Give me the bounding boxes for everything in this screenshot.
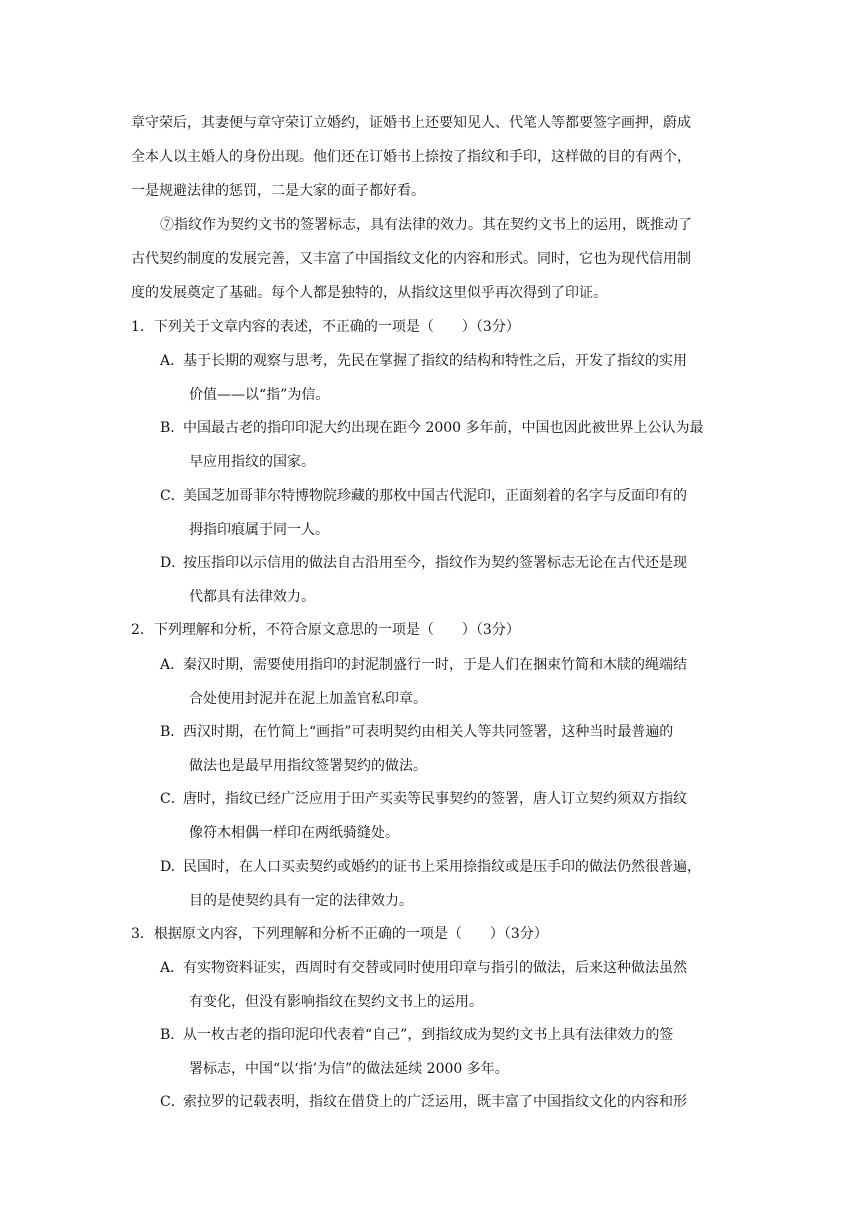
option-line: 按压指印以示信用的做法自古沿用至今，指纹作为契约签署标志无论在古代还是现 [183, 555, 687, 571]
option-line: 署标志，中国“以‘指’为信”的做法延续 2000 多年。 [189, 1061, 509, 1077]
option-label: C． [160, 1094, 185, 1110]
passage-p6-line-1: 章守荣后，其妻便与章守荣订立婚约，证婚书上还要知见人、代笔人等都要签字画押，蔚成 [131, 115, 691, 131]
question-3-stem: 3．根据原文内容，下列理解和分析不正确的一项是（ ）（3分） [131, 926, 548, 942]
option-label: A． [160, 353, 185, 369]
option-line: 价值——以“指”为信。 [189, 387, 330, 403]
option-label: D. [160, 859, 176, 875]
option-label: B. [160, 420, 175, 436]
option-label: B． [160, 724, 185, 740]
option-line: 早应用指纹的国家。 [189, 454, 315, 470]
option-line: 像符木相偶一样印在两纸骑缝处。 [189, 825, 399, 841]
option-label: D． [160, 555, 186, 571]
option-line: 秦汉时期，需要使用指印的封泥制盛行一时，于是人们在捆束竹简和木牍的绳端结 [183, 657, 687, 673]
option-line: 唐时，指纹已经广泛应用于田产买卖等民事契约的签署，唐人订立契约须双方指纹 [183, 791, 687, 807]
option-line: 美国芝加哥菲尔特博物院珍藏的那枚中国古代泥印，正面刻着的名字与反面印有的 [183, 488, 687, 504]
option-line: 代都具有法律效力。 [189, 589, 315, 605]
option-line: 民国时，在人口买卖契约或婚约的证书上采用捺指纹或是压手印的做法仍然很普遍， [183, 859, 701, 875]
option-label: C． [160, 791, 185, 807]
option-label: A． [160, 657, 185, 673]
option-label: C． [160, 488, 185, 504]
passage-p6-line-3: 一是规避法律的惩罚，二是大家的面子都好看。 [131, 183, 425, 199]
question-1-stem: 1．下列关于文章内容的表述，不正确的一项是（ ）（3分） [131, 319, 520, 335]
passage-p7-line-2: 古代契约制度的发展完善，又丰富了中国指纹文化的内容和形式。同时，它也为现代信用制 [131, 251, 691, 267]
passage-p6-line-2: 全本人以主婚人的身份出现。他们还在订婚书上捺按了指纹和手印，这样做的目的有两个， [131, 149, 691, 165]
option-line: 从一枚古老的指印泥印代表着“自己”，到指纹成为契约文书上具有法律效力的签 [183, 1027, 674, 1043]
option-label: B． [160, 1027, 185, 1043]
question-2-stem: 2．下列理解和分析，不符合原文意思的一项是（ ）（3分） [131, 622, 520, 638]
option-line: 合处使用封泥并在泥上加盖官私印章。 [189, 691, 427, 707]
option-line: 中国最古老的指印印泥大约出现在距今 2000 多年前，中国也因此被世界上公认为最 [183, 420, 704, 436]
option-line: 索拉罗的记载表明，指纹在借贷上的广泛运用，既丰富了中国指纹文化的内容和形 [183, 1094, 687, 1110]
passage-p7-line-1: ⑦指纹作为契约文书的签署标志，具有法律的效力。其在契约文书上的运用，既推动了 [160, 217, 692, 233]
passage-p7-line-3: 度的发展奠定了基础。每个人都是独特的，从指纹这里似乎再次得到了印证。 [131, 285, 607, 301]
option-line: 拇指印痕属于同一人。 [189, 522, 329, 538]
option-line: 基于长期的观察与思考，先民在掌握了指纹的结构和特性之后，开发了指纹的实用 [183, 353, 687, 369]
option-line: 有实物资料证实，西周时有交替或同时使用印章与指引的做法，后来这种做法虽然 [183, 960, 687, 976]
option-line: 西汉时期，在竹简上“画指”可表明契约由相关人等共同签署，这种当时最普遍的 [183, 724, 674, 740]
option-line: 有变化，但没有影响指纹在契约文书上的运用。 [189, 994, 483, 1010]
option-line: 目的是使契约具有一定的法律效力。 [189, 893, 413, 909]
option-label: A． [160, 960, 185, 976]
option-line: 做法也是最早用指纹签署契约的做法。 [189, 758, 427, 774]
